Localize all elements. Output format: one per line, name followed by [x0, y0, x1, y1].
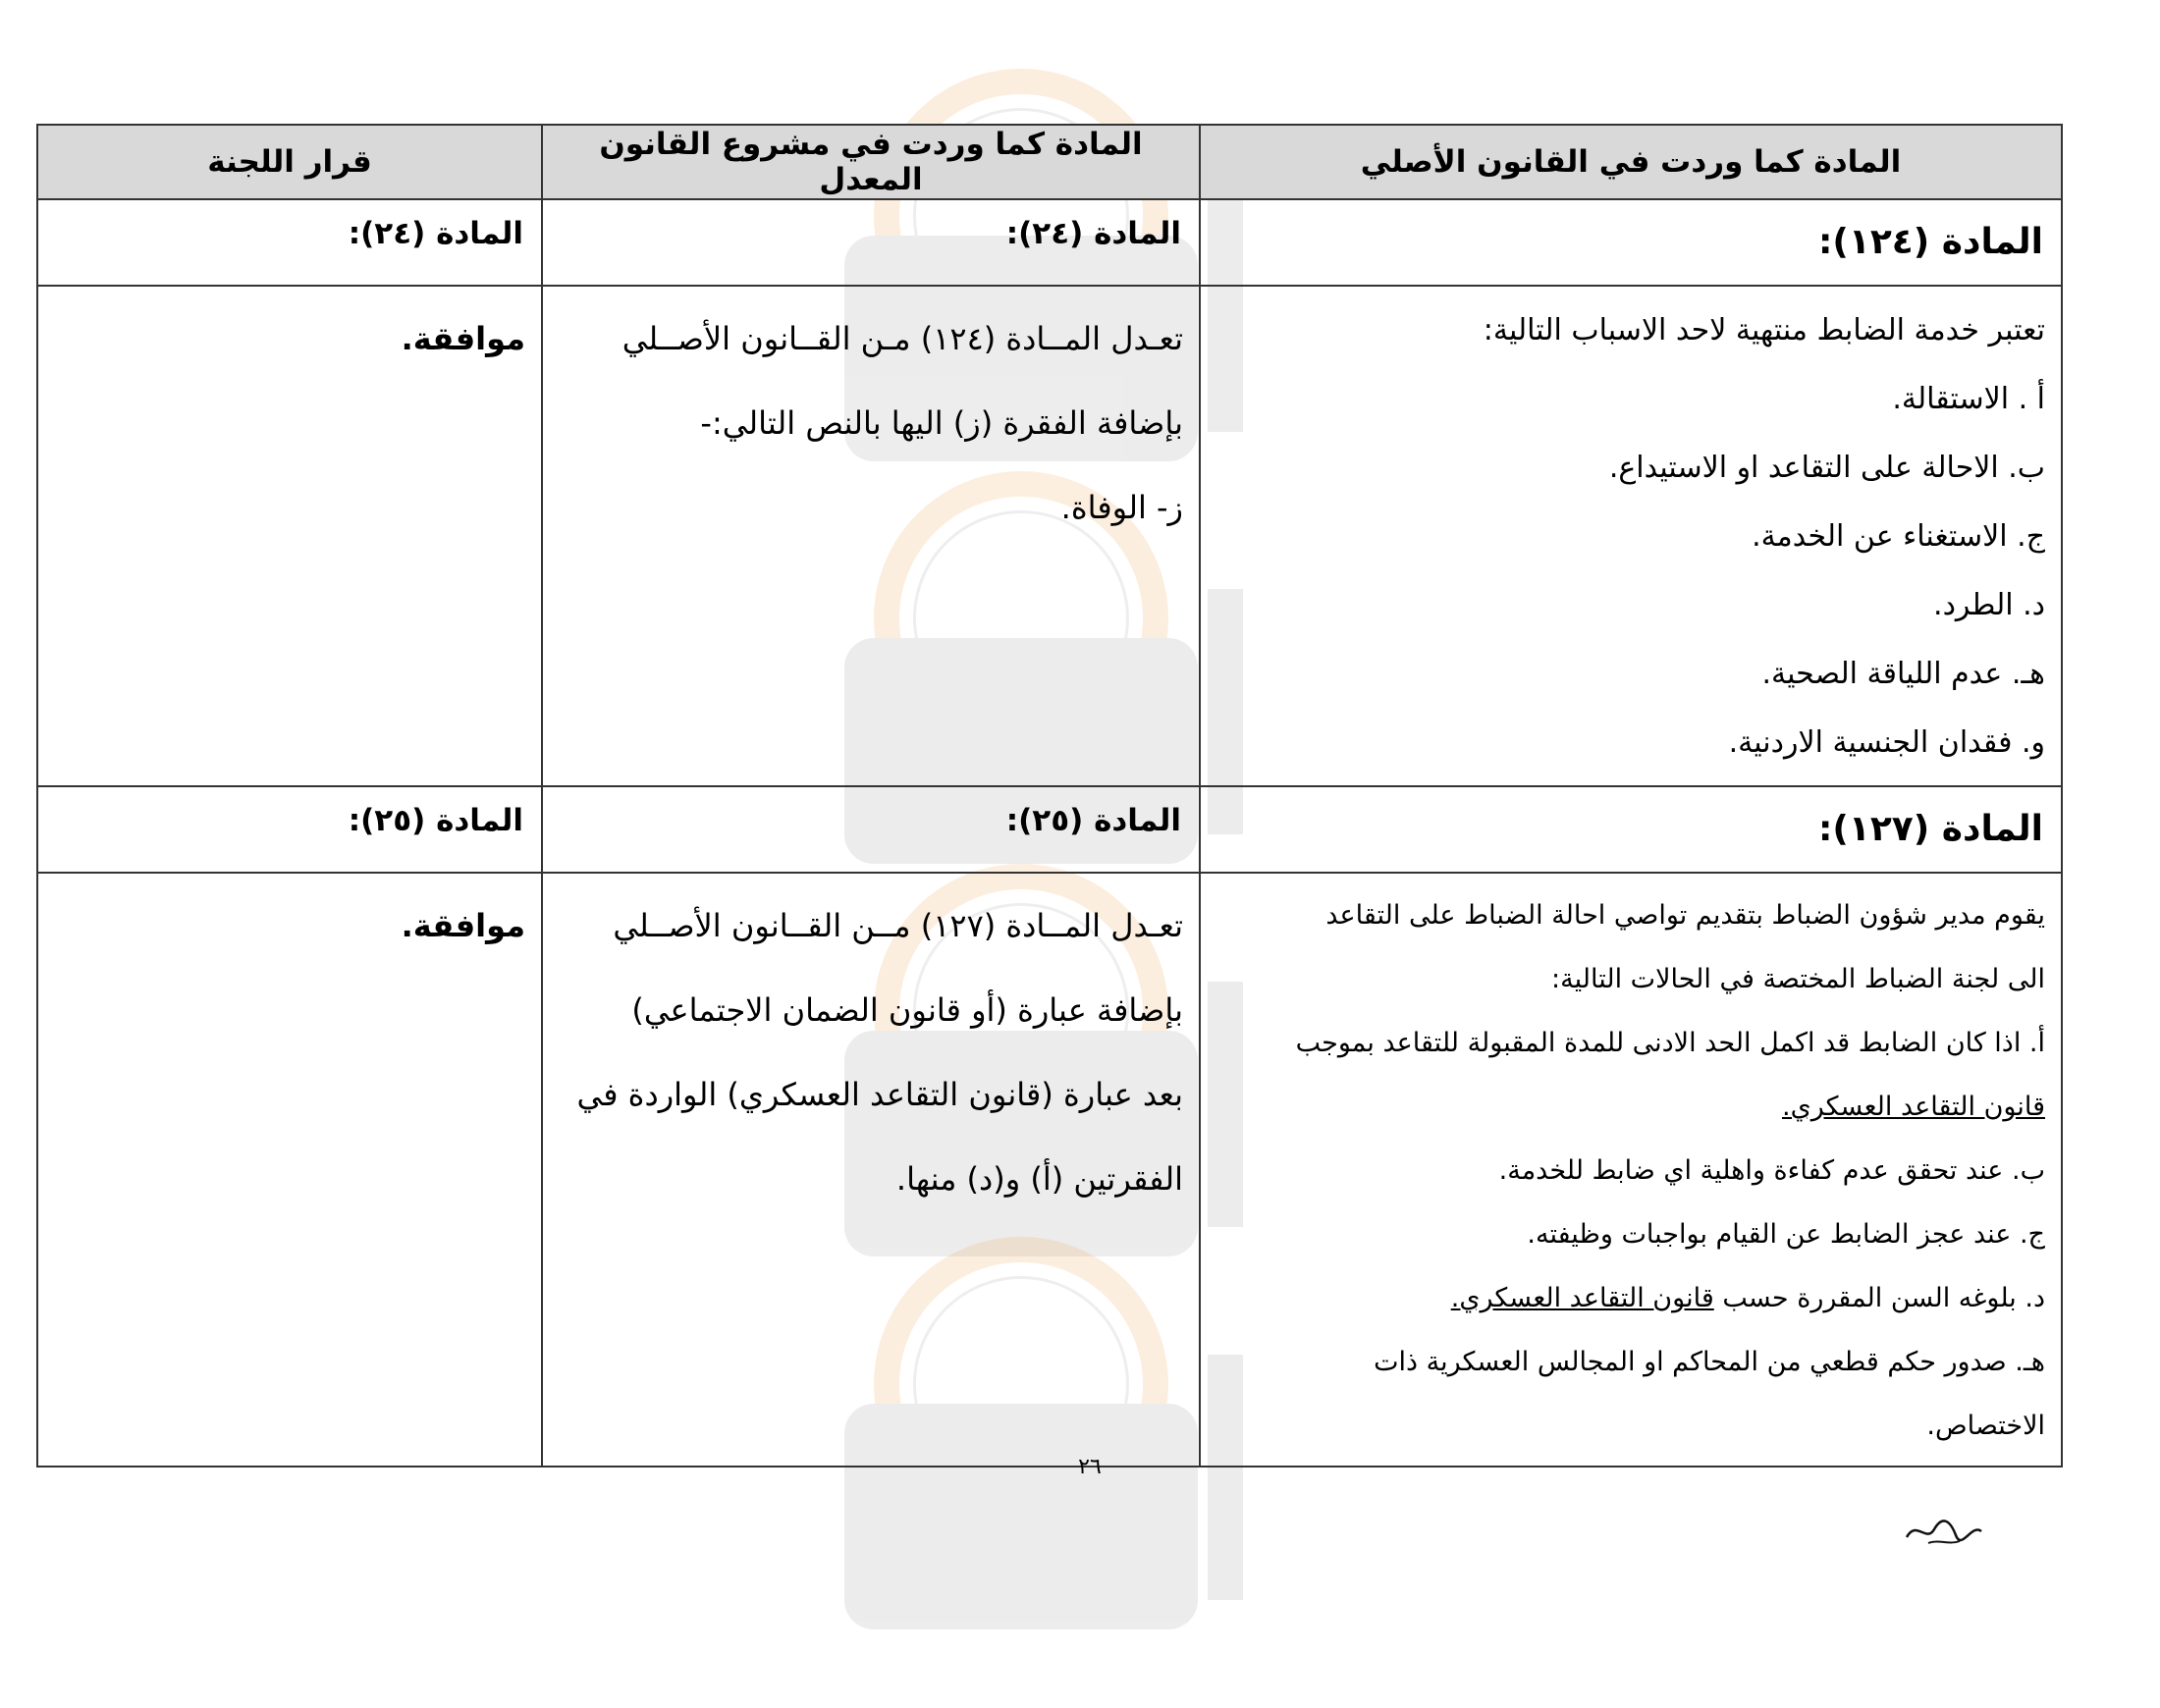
header-amended-draft: المادة كما وردت في مشروع القانون المعدل	[542, 125, 1200, 199]
original-article-number: المادة (١٢٤):	[1200, 199, 2062, 286]
text-line: بإضافة عبارة (أو قانون الضمان الاجتماعي)	[631, 991, 1183, 1029]
decision-approved: موافقة.	[401, 907, 525, 944]
text-line: و. فقدان الجنسية الاردنية.	[1728, 725, 2045, 760]
text-line: ج. عند عجز الضابط عن القيام بواجبات وظيفته.	[1527, 1219, 2045, 1250]
text-line: هـ. صدور حكم قطعي من المحاكم او المجالس العسكرية ذات	[1374, 1347, 2045, 1377]
original-article-text	[1200, 286, 2062, 786]
amended-article-number: المادة (٢٤):	[542, 199, 1200, 286]
signature-mark	[1899, 1510, 1987, 1549]
amended-article-text	[542, 286, 1200, 786]
committee-decision-text	[37, 873, 542, 1467]
amended-article-text	[542, 873, 1200, 1467]
table-row	[37, 873, 2062, 1467]
original-article-text	[1200, 873, 2062, 1467]
decision-approved: موافقة.	[401, 320, 525, 357]
table-row	[37, 199, 2062, 286]
header-committee-decision: قرار اللجنة	[37, 125, 542, 199]
text-line: ب. عند تحقق عدم كفاءة واهلية اي ضابط للخدمة.	[1498, 1155, 2045, 1186]
page-number: ٢٦	[1078, 1455, 1102, 1479]
text-line: يقوم مدير شؤون الضباط بتقديم تواصي احالة الضباط على التقاعد	[1325, 900, 2045, 931]
text-segment: د. بلوغه السن المقررة حسب	[1722, 1283, 2045, 1313]
table-row	[37, 786, 2062, 873]
text-line: قانون التقاعد العسكري.	[1782, 1092, 2045, 1122]
text-line: ج. الاستغناء عن الخدمة.	[1752, 519, 2045, 554]
original-article-number: المادة (١٢٧):	[1200, 786, 2062, 873]
text-line: الاختصاص.	[1926, 1411, 2045, 1441]
text-segment-underlined: قانون التقاعد العسكري.	[1450, 1283, 1714, 1313]
text-line: الفقرتين (أ) و(د) منها.	[895, 1160, 1183, 1198]
text-line: أ. اذا كان الضابط قد اكمل الحد الادنى للمدة المقبولة للتقاعد بموجب	[1295, 1028, 2045, 1058]
table-row	[37, 286, 2062, 786]
text-line	[1216, 1266, 2045, 1330]
text-line: ب. الاحالة على التقاعد او الاستيداع.	[1608, 451, 2045, 485]
text-line: بعد عبارة (قانون التقاعد العسكري) الواردة في	[576, 1076, 1183, 1113]
text-line: الى لجنة الضباط المختصة في الحالات التالية:	[1551, 964, 2045, 994]
header-original-law: المادة كما وردت في القانون الأصلي	[1200, 125, 2062, 199]
table-header-row	[37, 125, 2062, 199]
text-line: تعتبر خدمة الضابط منتهية لاحد الاسباب التالية:	[1483, 313, 2045, 347]
text-line: تعـدل المــادة (١٢٧) مــن القــانون الأصــلي	[613, 907, 1183, 944]
text-line: بإضافة الفقرة (ز) اليها بالنص التالي:-	[700, 404, 1183, 442]
committee-decision-text	[37, 286, 542, 786]
text-line: د. الطرد.	[1933, 588, 2045, 622]
text-line: هـ. عدم اللياقة الصحية.	[1761, 657, 2045, 691]
decision-article-number: المادة (٢٥):	[37, 786, 542, 873]
amended-article-number: المادة (٢٥):	[542, 786, 1200, 873]
text-line: أ . الاستقالة.	[1892, 382, 2045, 416]
text-line: ز- الوفاة.	[1060, 489, 1183, 526]
comparison-table	[36, 124, 2063, 1468]
decision-article-number: المادة (٢٤):	[37, 199, 542, 286]
text-line: تعـدل المــادة (١٢٤) مـن القــانون الأصــلي	[621, 320, 1183, 357]
